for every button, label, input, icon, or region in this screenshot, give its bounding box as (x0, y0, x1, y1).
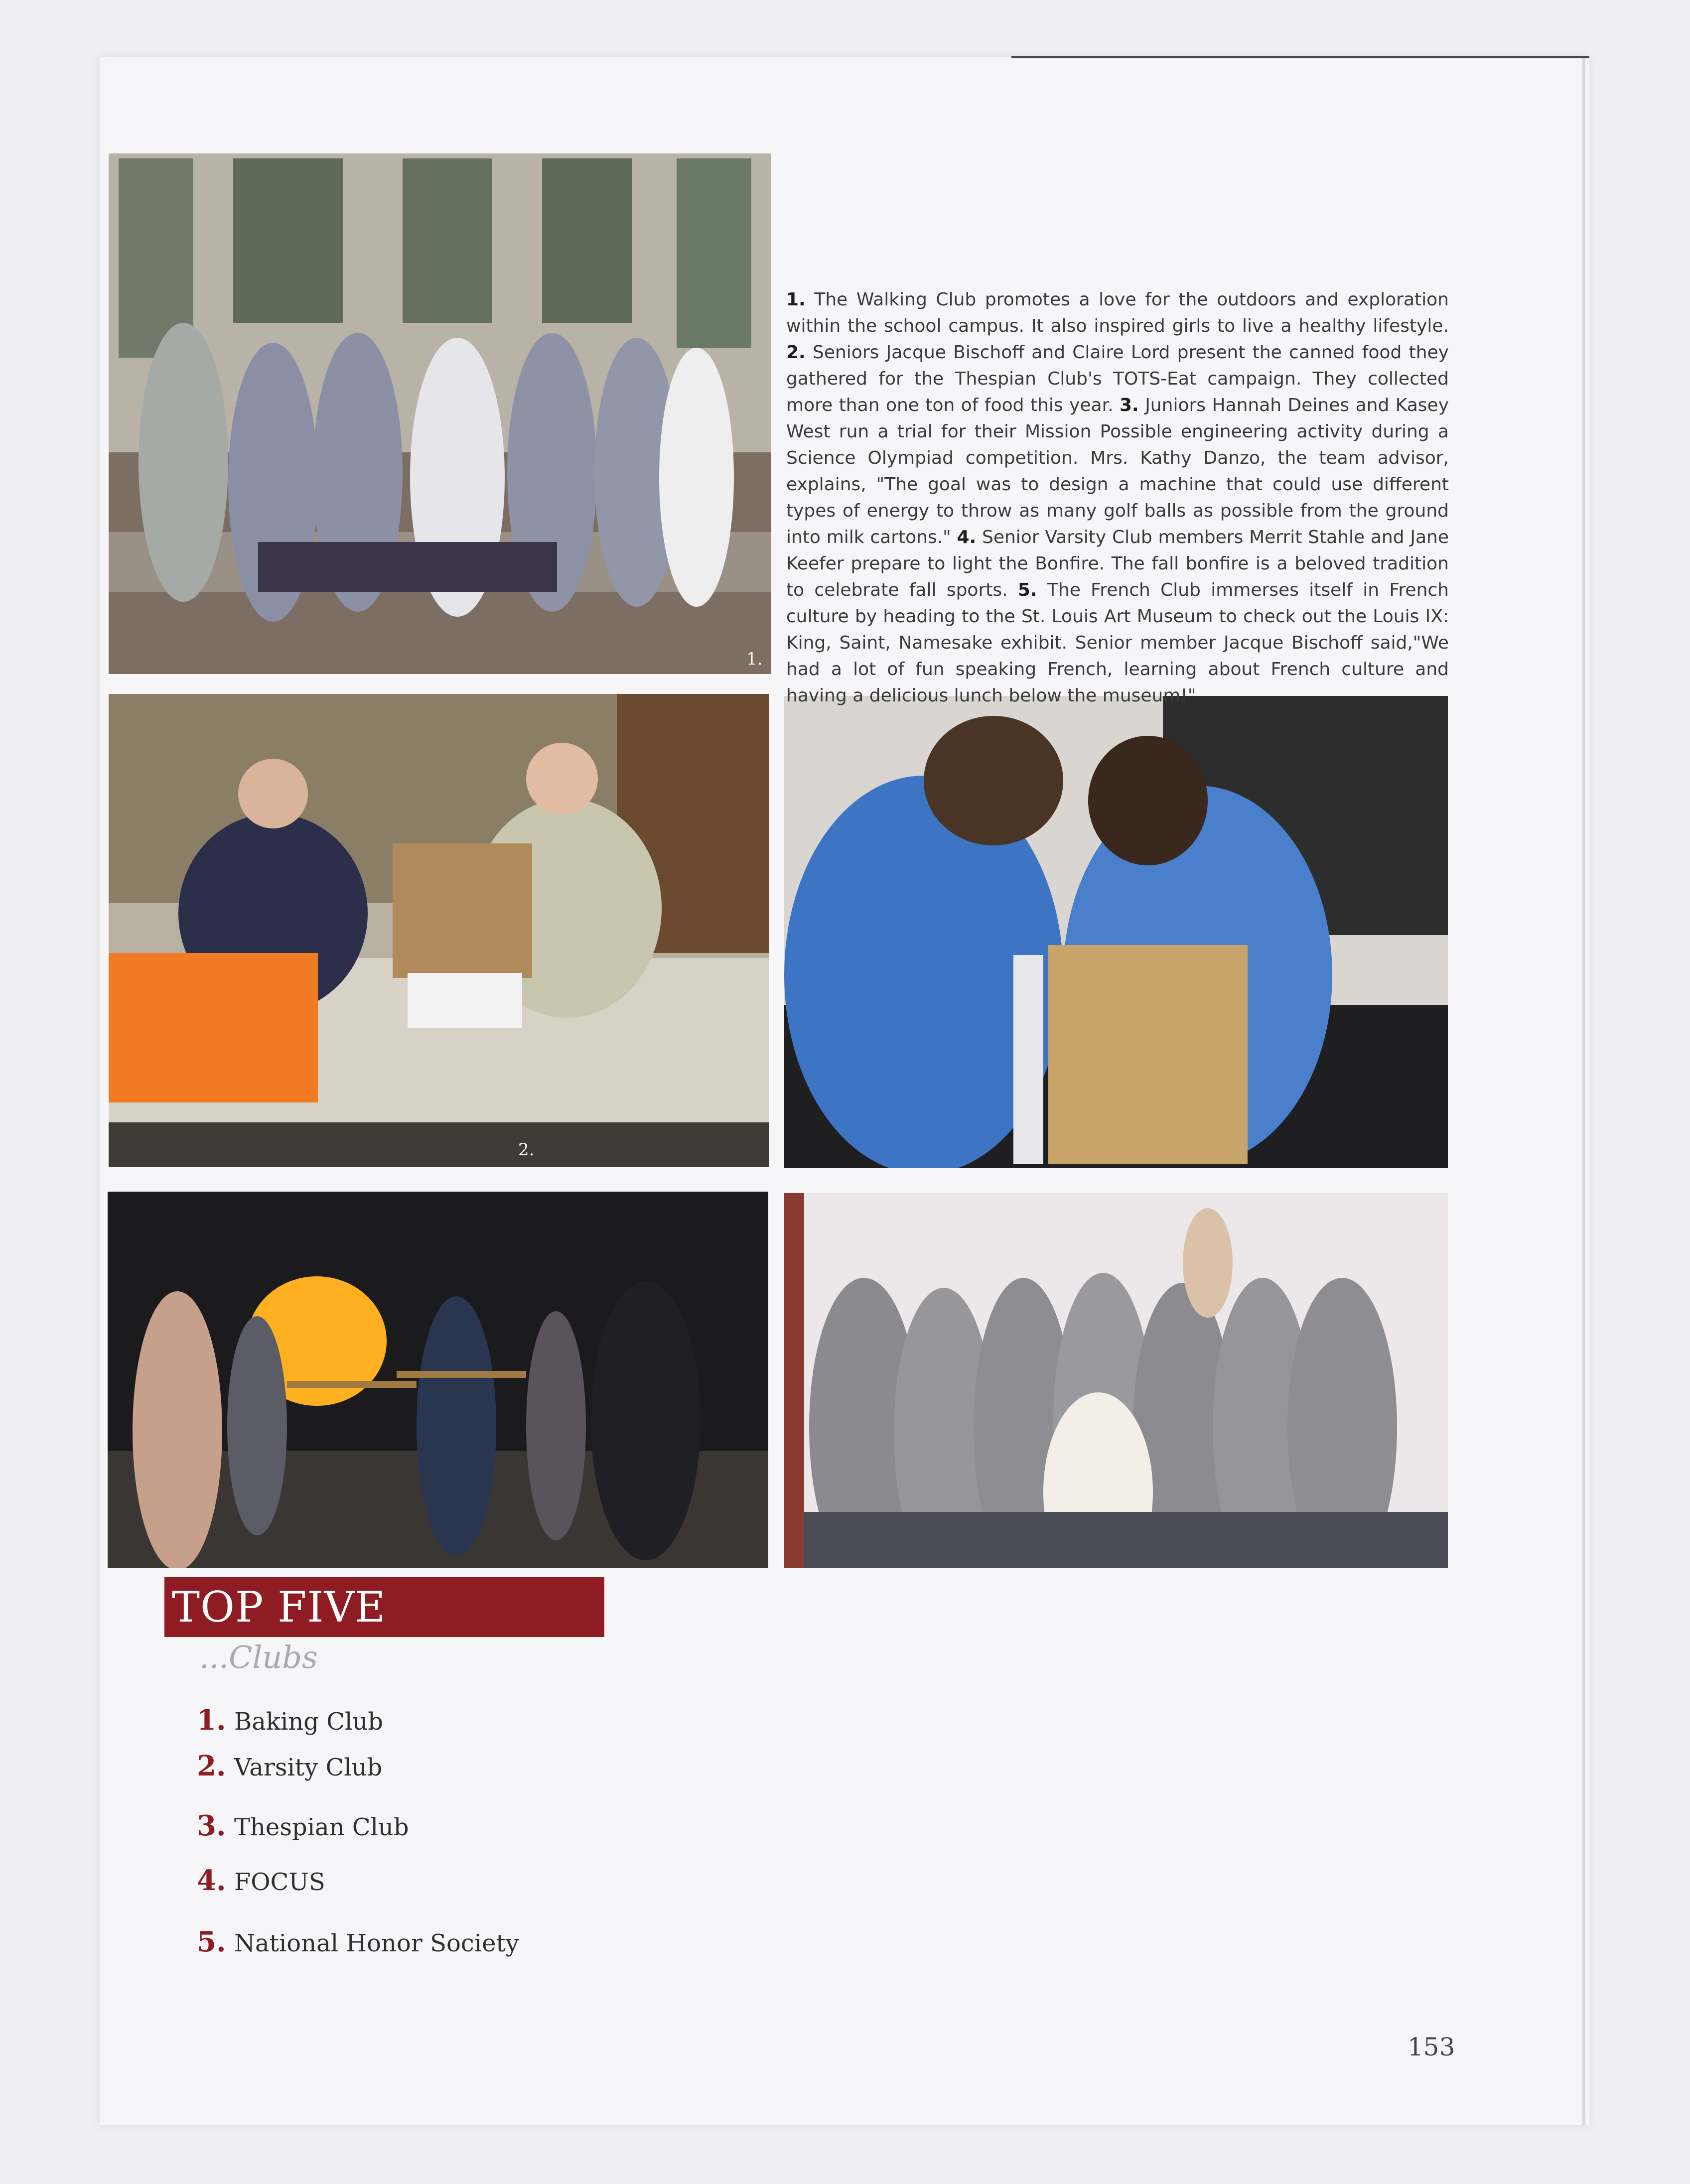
list-item (197, 1864, 325, 1897)
item-label: National Honor Society (234, 1929, 519, 1957)
list-item (197, 1750, 382, 1782)
caption-text: The French Club immerses itself in French culture by heading to the St. Louis Art Museum to check out the Louis IX: King, Saint, Namesake exhibit. Senior member Jacque Bischoff said,"We had a lot of fun speaking French, learning about French culture and having a delicious lunch below the museum!" (786, 580, 1449, 706)
caption-text: Juniors Hannah Deines and Kasey West run a trial for their Mission Possible engineering activity during a Science Olympiad competition. Mrs. Kathy Danzo, the team advisor, explains, "The goal was to design a machine that could use different types of energy to throw as many golf balls as possible from the ground into milk cartons." (786, 395, 1449, 547)
caption-number: 3. (1120, 395, 1139, 415)
photo-walking-club (109, 153, 771, 674)
photo-number: 2. (518, 1140, 535, 1160)
item-number: 5. (197, 1925, 226, 1958)
caption-text: The Walking Club promotes a love for the outdoors and exploration within the school campus. It also inspired girls to live a healthy lifestyle. (786, 289, 1449, 336)
caption-number: 1. (786, 289, 806, 310)
list-item (197, 1704, 383, 1737)
photo-number: 1. (746, 649, 763, 669)
item-number: 3. (197, 1809, 226, 1842)
page-number: 153 (1408, 2033, 1455, 2061)
top-five-subtitle: ...Clubs (199, 1639, 318, 1675)
top-rule (1011, 56, 1589, 58)
item-label: FOCUS (234, 1868, 325, 1896)
top-five-title: TOP FIVE (172, 1583, 386, 1632)
photo-french-club (784, 1193, 1448, 1568)
page-edge (1582, 57, 1585, 2125)
caption-text: Seniors Jacque Bischoff and Claire Lord present the canned food they gathered for the Thespian Club's TOTS-Eat campaign. They collected more than one ton of food this year. (786, 342, 1449, 415)
caption-number: 4. (957, 527, 977, 547)
photo-captions (786, 286, 1449, 709)
caption-number: 2. (786, 342, 806, 363)
item-label: Thespian Club (234, 1813, 409, 1841)
list-item (197, 1925, 519, 1958)
photo-canned-food (109, 694, 769, 1167)
caption-text: Senior Varsity Club members Merrit Stahle and Jane Keefer prepare to light the Bonfire. The fall bonfire is a beloved tradition to celebrate fall sports. (786, 527, 1449, 600)
item-number: 4. (197, 1864, 226, 1897)
photo-bonfire (108, 1192, 768, 1568)
list-item (197, 1809, 409, 1842)
photo-science-olympiad (784, 696, 1448, 1168)
caption-number: 5. (1017, 580, 1037, 600)
item-label: Varsity Club (234, 1754, 383, 1781)
item-label: Baking Club (234, 1708, 383, 1736)
item-number: 1. (197, 1704, 226, 1737)
item-number: 2. (197, 1750, 226, 1782)
